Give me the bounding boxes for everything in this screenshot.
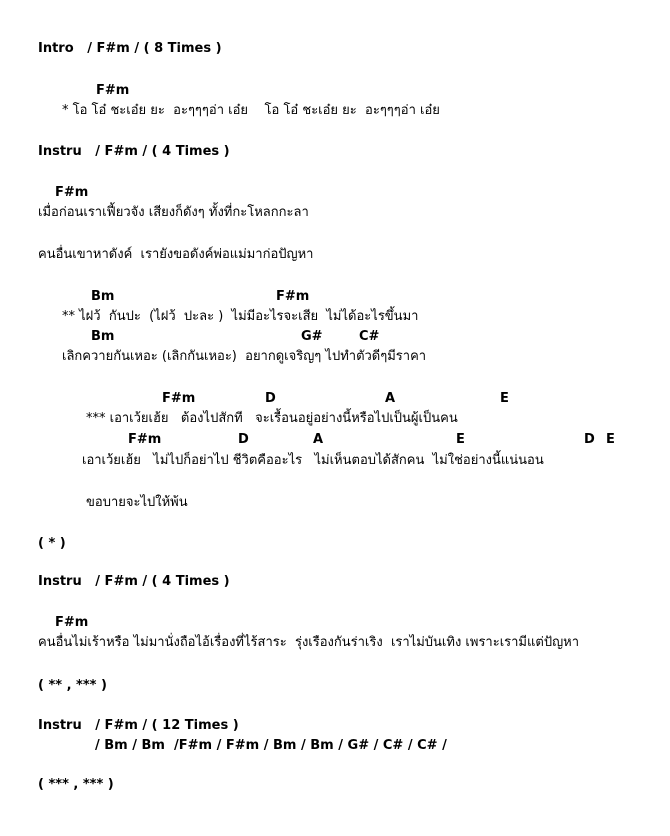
instru-progression: / Bm / Bm /F#m / F#m / Bm / Bm / G# / C# / C# /	[95, 738, 447, 753]
instru-line-2: Instru / F#m / ( 4 Times )	[38, 574, 230, 589]
chorus-chord: A	[385, 391, 396, 406]
verse1-line2: คนอื่นเขาหาดังค์ เรายังขอดังค์พ่อแม่มาก่อปัญหา	[38, 247, 314, 262]
verse1-line1: เมื่อก่อนเราเฟี้ยวจัง เสียงก็ดังๆ ทั้งที่กะโหลกกะลา	[38, 205, 309, 220]
chorus-chord: E	[606, 432, 615, 447]
prechorus-lyric2: เลิกควายกันเหอะ (เลิกกันเหอะ) อยากดูเจริญๆ ไปทำตัวดีๆมีราคา	[62, 349, 427, 364]
verse1-chord: F#m	[55, 185, 89, 200]
verse2-line1: คนอื่นไม่เร้าหรือ ไม่มานั่งถือไอ้เรื่องที่ไร้สาระ รุ่งเรืองกันร่าเริง เราไม่บันเทิง เพราะเรามีแต่ปัญหา	[38, 635, 580, 650]
chorus-chord: D	[584, 432, 595, 447]
chorus-chord: D	[265, 391, 276, 406]
repeat-marker-2: ( ** , *** )	[38, 678, 107, 693]
chorus-chord: E	[456, 432, 465, 447]
repeat-marker-1: ( * )	[38, 536, 66, 551]
instru-line-3: Instru / F#m / ( 12 Times )	[38, 718, 239, 733]
intro-chord: F#m	[96, 83, 130, 98]
repeat-marker-3: ( *** , *** )	[38, 777, 114, 792]
chorus-chord: F#m	[128, 432, 162, 447]
chorus-lyric1: *** เอาเว้ยเฮ้ย ต้องไปสักที จะเรื้อนอยู่อย่างนี้หรือไปเป็นผู้เป็นคน	[86, 411, 458, 426]
prechorus-chord: Bm	[91, 289, 115, 304]
prechorus-chord: F#m	[276, 289, 310, 304]
chorus-lyric3: ขอบายจะไปให้พ้น	[86, 495, 188, 510]
prechorus-chord: G#	[301, 329, 323, 344]
prechorus-chord: C#	[359, 329, 380, 344]
prechorus-lyric1: ** ไฝว้ กันปะ (ไฝว้ ปะละ ) ไม่มีอะไรจะเสีย ไม่ได้อะไรขึ้นมา	[62, 309, 419, 324]
instru-line-1: Instru / F#m / ( 4 Times )	[38, 144, 230, 159]
chorus-chord: E	[500, 391, 509, 406]
intro-line: Intro / F#m / ( 8 Times )	[38, 41, 222, 56]
chorus-chord: D	[238, 432, 249, 447]
prechorus-chord: Bm	[91, 329, 115, 344]
chorus-chord: F#m	[162, 391, 196, 406]
verse2-chord: F#m	[55, 615, 89, 630]
chorus-chord: A	[313, 432, 324, 447]
chorus-lyric2: เอาเว้ยเฮ้ย ไม่ไปก็อย่าไป ชีวิตคืออะไร ไม่เห็นตอบได้สักคน ไม่ใช่อย่างนี้แน่นอน	[82, 453, 544, 468]
intro-lyric: * โอ โอ๋ ชะเอ๋ย ยะ อะๆๆๆอ่า เอ๋ย โอ โอ๋ ชะเอ๋ย ยะ อะๆๆๆอ่า เอ๋ย	[62, 103, 440, 118]
